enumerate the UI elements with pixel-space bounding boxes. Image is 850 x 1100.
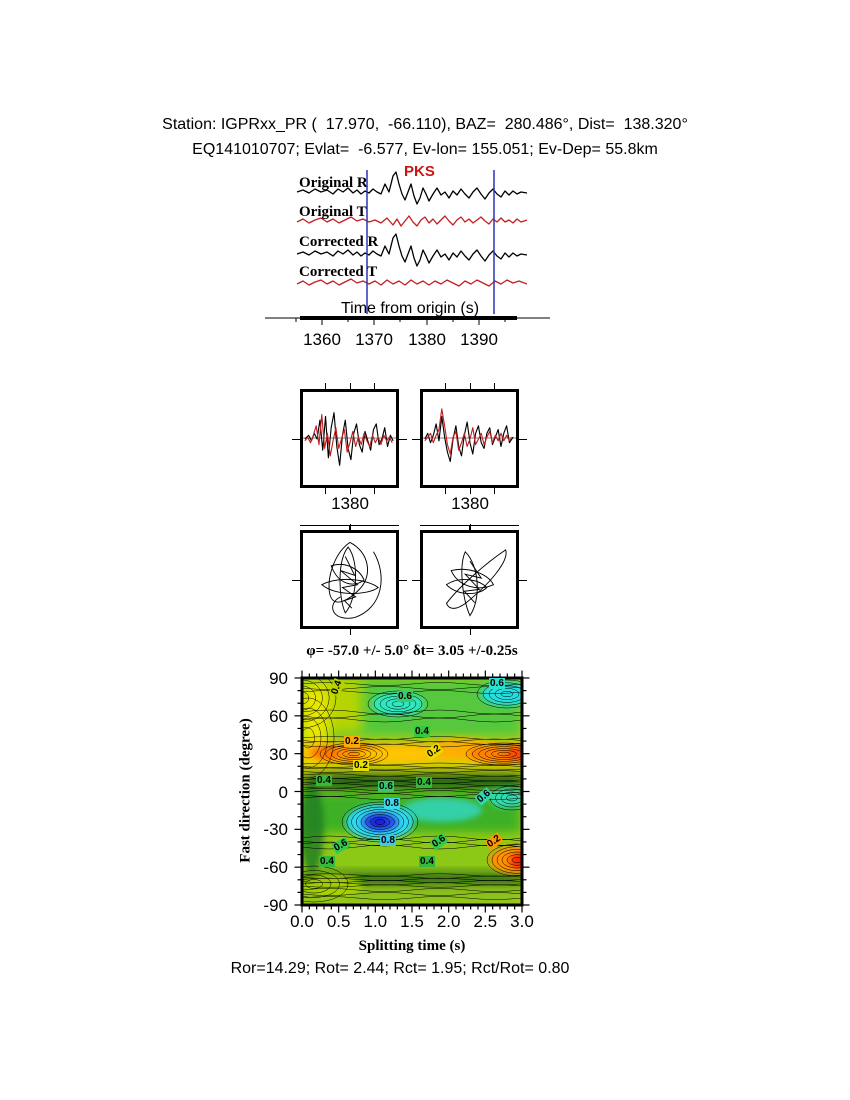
trace-original-r (297, 172, 527, 204)
time-tick-label: 1390 (460, 330, 498, 349)
contour-ytick: -90 (263, 896, 288, 915)
particle-motion-left-plot (303, 533, 396, 626)
contour-level-label: 0.2 (354, 760, 368, 771)
time-axis (260, 310, 560, 330)
panel-tick (494, 383, 495, 389)
time-axis-title: Time from origin (s) (340, 300, 480, 317)
contour-xtick: 3.0 (510, 912, 534, 931)
panel-tick (399, 580, 407, 581)
contour-level-label: 0.4 (320, 856, 334, 867)
contour-xtick: 1.5 (400, 912, 424, 931)
panel-tick (519, 580, 527, 581)
contour-level-label: 0.6 (430, 833, 448, 850)
panel-tick (470, 488, 471, 494)
contour-level-label: 0.4 (420, 856, 434, 867)
panel-tick (399, 439, 407, 440)
panel-tick (292, 439, 300, 440)
wave-right-xtick: 1380 (451, 494, 489, 513)
contour-ylabel: Fast direction (degree) (237, 718, 254, 863)
panel-tick (412, 439, 420, 440)
contour-level-labels (302, 678, 522, 905)
event-title: EQ141010707; Evlat= -6.577, Ev-lon= 155.051; Ev-Dep= 55.8km (192, 141, 658, 158)
trace-label-corrected-r: Corrected R (299, 234, 379, 250)
panel-tick (470, 524, 471, 530)
panel-tick (350, 488, 351, 494)
contour-xtick: 0.0 (290, 912, 314, 931)
contour-level-label: 0.4 (417, 777, 431, 788)
panel-tick (445, 383, 446, 389)
trace-corrected-t (297, 279, 527, 286)
panel-tick (350, 383, 351, 389)
contour-level-label: 0.6 (379, 781, 393, 792)
contour-ytick: -60 (263, 858, 288, 878)
contour-level-label: 0.4 (317, 775, 331, 786)
phase-label: PKS (404, 163, 435, 180)
contour-level-label: 0.8 (381, 835, 395, 846)
contour-level-label: 0.2 (345, 736, 359, 747)
panel-tick (470, 629, 471, 635)
trace-label-corrected-t: Corrected T (299, 264, 378, 280)
contour-ytick: 0 (278, 782, 288, 802)
contour-level-label: 0.6 (332, 837, 350, 854)
panel-tick (470, 383, 471, 389)
contour-level-label: 0.2 (485, 833, 503, 850)
contour-ytick: -30 (263, 820, 288, 840)
panel-tick (374, 383, 375, 389)
wave-left-xtick: 1380 (331, 494, 369, 513)
panel-tick (350, 629, 351, 635)
contour-level-label: 0.6 (490, 678, 504, 689)
wave-panel-right-plot (423, 392, 516, 485)
contour-level-label: 0.6 (475, 787, 493, 806)
wave-panel-left (300, 389, 399, 488)
contour-ytick: 90 (269, 669, 288, 688)
wave-right-black (425, 416, 513, 461)
contour-xtick: 1.0 (363, 912, 388, 931)
trace-corrected-r (297, 234, 527, 266)
panel-tick (412, 580, 420, 581)
wave-panel-left-plot (303, 392, 396, 485)
time-tick-label: 1360 (303, 330, 341, 349)
contour-ytick: 30 (269, 744, 288, 764)
trace-label-original-t: Original T (299, 204, 367, 220)
contour-xtick: 2.0 (436, 912, 461, 931)
panel-tick (325, 383, 326, 389)
contour-level-label: 0.2 (425, 743, 443, 760)
trace-plot (293, 168, 535, 318)
particle-motion-left (300, 530, 399, 629)
contour-xtick: 2.5 (473, 912, 498, 931)
contour-xtick: 0.5 (326, 912, 351, 931)
panel-tick (292, 580, 300, 581)
panel-tick (325, 488, 326, 494)
panel-tick (374, 488, 375, 494)
trace-original-t (297, 216, 527, 226)
panel-tick (519, 439, 527, 440)
contour-level-label: 0.4 (329, 679, 345, 696)
contour-level-label: 0.6 (398, 691, 412, 702)
contour-xlabel: Splitting time (s) (358, 938, 466, 954)
panel-tick (350, 524, 351, 530)
contour-ytick: 60 (269, 706, 288, 726)
splitting-result-title: φ= -57.0 +/- 5.0° δt= 3.05 +/-0.25s (306, 643, 518, 659)
station-title: Station: IGPRxx_PR ( 17.970, -66.110), BAZ= 280.486°, Dist= 138.320° (162, 116, 688, 133)
wave-panel-right (420, 389, 519, 488)
panel-tick (445, 488, 446, 494)
time-tick-label: 1380 (408, 330, 446, 349)
particle-motion-right-plot (423, 533, 516, 626)
trace-label-original-r: Original R (299, 175, 368, 191)
contour-level-label: 0.4 (415, 726, 429, 737)
particle-motion-right (420, 530, 519, 629)
contour-level-label: 0.8 (385, 798, 399, 809)
panel-tick (494, 488, 495, 494)
ratio-stats: Ror=14.29; Rot= 2.44; Rct= 1.95; Rct/Rot= 0.80 (230, 960, 570, 977)
time-tick-label: 1370 (355, 330, 393, 349)
